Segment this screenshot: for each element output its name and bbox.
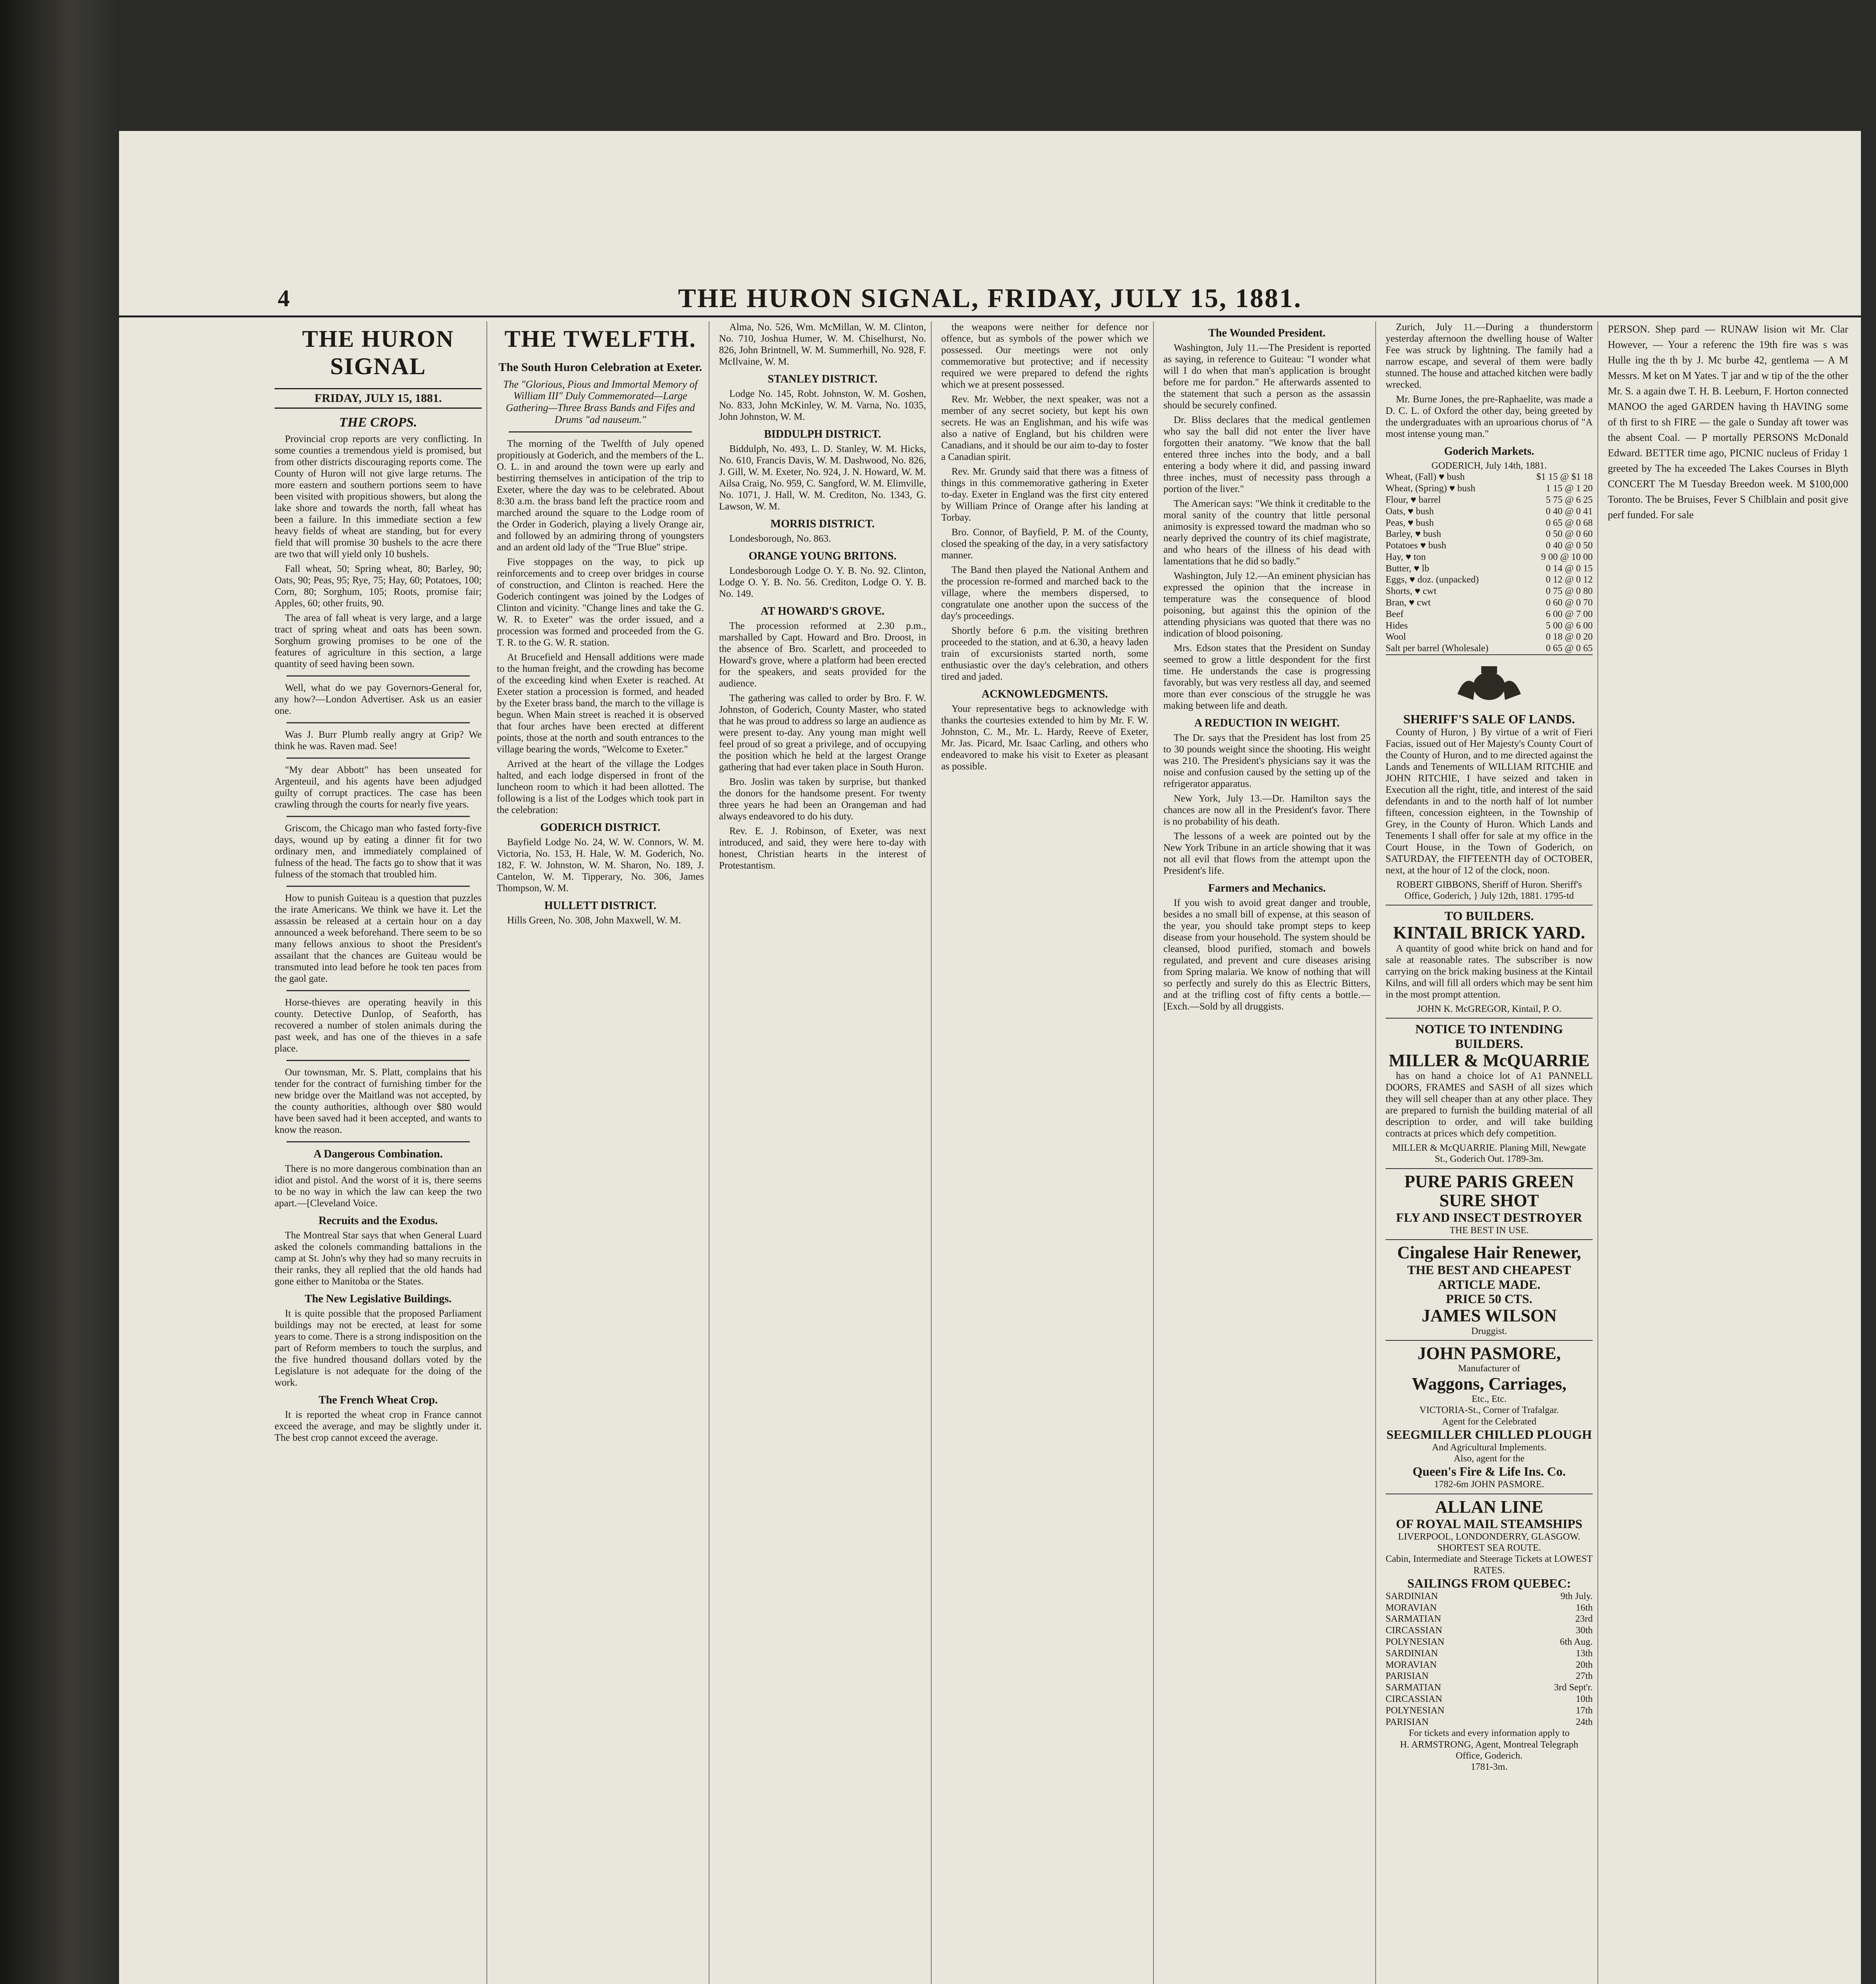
sheriff-body: County of Huron, } By virtue of a writ of Fieri Facias, issued out of Her Majesty's County Court of the County of Huron, and to me directed against the Lands and Tenements of WILLIAM RITCHIE and JOHN RITCHIE, I have seized and taken in Execution all the right, title, and interest of the said defendants in and to the north half of lot number fifteen, concession eighteen, in the Township of Grey, in the County of Huron. Which Lands and Tenements I shall offer for sale at my office in the Court House, in the Town of Goderich, on SATURDAY, the FIFTEENTH day of OCTOBER, next, at the hour of 12 of the clock, noon.: [1386, 727, 1593, 876]
agricultural-implements: And Agricultural Implements.: [1432, 1442, 1547, 1453]
lodge-list: Biddulph, No. 493, L. D. Stanley, W. M. Hicks, No. 610, Francis Davis, W. M. Dashwood, No. 826, J. Gill, W. M. Exeter, No. 924, J. N. Howard, W. M. Ailsa Craig, No. 959, C. Sangford, W. M. Elimville, No. 1071, J. Hall, W. M. Crediton, No. 1343, G. Lawson, W. M.: [719, 444, 926, 512]
market-row-label: Hay, ♥ ton: [1386, 552, 1426, 562]
market-row-value: 0 40 @ 0 50: [1545, 540, 1593, 551]
market-row: [1386, 609, 1593, 620]
paris-green-ad: [1386, 1168, 1593, 1240]
plumb-note: Was J. Burr Plumb really angry at Grip? We think he was. Raven mad. See!: [275, 729, 482, 752]
market-row: [1386, 540, 1593, 552]
market-row-value: 0 75 @ 0 80: [1545, 586, 1593, 597]
miller-heading: MILLER & McQUARRIE: [1389, 1050, 1590, 1070]
insect-destroyer-label: FLY AND INSECT DESTROYER: [1396, 1210, 1582, 1225]
president-paragraph-5: Mrs. Edson states that the President on Sunday seemed to grow a little despondent for the first time. He understands the case is progressing favorably, but was very restless all day, and seemed more than ever conscious of the struggle he was making between life and death.: [1163, 643, 1370, 711]
market-row: [1386, 574, 1593, 586]
acknowledgments-heading: ACKNOWLEDGMENTS.: [981, 688, 1108, 700]
divider: [286, 1141, 470, 1142]
district-heading: GODERICH DISTRICT.: [540, 821, 661, 834]
farmers-paragraph: If you wish to avoid great danger and trouble, besides a no small bill of expense, at this season of the year, you should take prompt steps to keep disease from your household. The system should be cleansed, blood purified, stomach and bowels regulated, and prevent and cure diseases arising from Spring malaria. We know of nothing that will so perfectly and surely do this as Electric Bitters, and at the trifling cost of fifty cents a bottle.—[Exch.—Sold by all druggists.: [1163, 898, 1370, 1012]
market-row: [1386, 471, 1593, 483]
weight-subheading: A REDUCTION IN WEIGHT.: [1194, 717, 1340, 729]
market-row-value: 5 00 @ 6 00: [1545, 620, 1593, 631]
lodge-list: Bayfield Lodge No. 24, W. W. Connors, W. M. Victoria, No. 153, H. Hale, W. M. Goderich, No. 182, F. W. Johnston, W. M. Sharon, No. 189, J. Cantelon, W. M. Tipperary, No. 306, James Thompson, W. M.: [497, 837, 704, 894]
crops-paragraph-3: The area of fall wheat is very large, and a large tract of spring wheat and oats has been sown. Sorghum growing promises to be one of the features of agriculture in this section, a large quantity of seed having been sown.: [275, 613, 482, 669]
divider: [286, 757, 470, 759]
market-row: [1386, 494, 1593, 506]
market-row: [1386, 506, 1593, 517]
speech-paragraph-3: Rev. Mr. Grundy said that there was a fitness of things in this commemorative gathering in Exeter to-day. Exeter in England was the first city entered by William Prince of Orange after his landing at Torbay.: [941, 466, 1148, 523]
legislative-paragraph: It is quite possible that the proposed Parliament buildings may not be erected, at least for some years to come. There is a strong indisposition on the part of Reform members to touch the surplus, and the five hundred thousand dollars voted by the Legislature is not adequate for the doing of the work.: [275, 1308, 482, 1388]
allan-route: SHORTEST SEA ROUTE.: [1437, 1543, 1541, 1553]
sailing-row: [1386, 1717, 1593, 1728]
market-row-value: 0 14 @ 0 15: [1545, 563, 1593, 574]
sure-shot-heading: SURE SHOT: [1439, 1190, 1539, 1210]
sailing-row-label: CIRCASSIAN: [1386, 1694, 1442, 1704]
market-row-value: 0 65 @ 0 68: [1545, 517, 1593, 528]
kintail-body: A quantity of good white brick on hand and for sale at reasonable rates. The subscriber is now carrying on the brick making business at the Kintail Kilns, and will fill all orders which may be sent him in the most prompt attention.: [1386, 943, 1593, 1000]
market-row-label: Potatoes ♥ bush: [1386, 540, 1446, 551]
scan-binding-edge: [0, 0, 119, 1984]
local-fragments: PERSON. Shep pard — RUNAW lision wit Mr. Clar However, — Your a referenc the 19th fire was s was Hulle ing the th by J. Mc burbe 42, gentlema — A M Messrs. M ket on M Yates. T jar and w tip of the the other Mr. S. a again dwe T. H. B. Leeburn, F. Horton connected MANOO the aged GARDEN having th HAVING some of th first to sh FIRE — the gale o Sunday aft tower was the absent Coal. — P mortally PERSONS McDonald Edward. BETTER time ago, PICNIC nucleus of Friday 1 greeted by The ha exceeded The Lakes Courses in Blyth CONCERT The M Tuesday Breedon week. M $100,000 Toronto. The be Bruises, Fever S Chilblain and posit give perf funded. For sale: [1608, 323, 1848, 521]
allan-agent: H. ARMSTRONG, Agent, Montreal Telegraph Office, Goderich.: [1400, 1739, 1578, 1761]
market-row-value: 5 75 @ 6 25: [1545, 494, 1593, 505]
hair-renewer-tagline: THE BEST AND CHEAPEST ARTICLE MADE.: [1407, 1262, 1571, 1292]
sailing-row-value: 24th: [1576, 1717, 1593, 1727]
waggons-heading: Waggons, Carriages,: [1412, 1374, 1567, 1394]
hair-renewer-price: PRICE 50 CTS.: [1446, 1292, 1532, 1306]
sailing-row: [1386, 1613, 1593, 1625]
sheriff-signature: ROBERT GIBBONS, Sheriff of Huron. Sheriff's Office, Goderich, } July 12th, 1881. 1795-td: [1396, 879, 1582, 902]
market-row-label: Beef: [1386, 609, 1404, 619]
sailing-row: [1386, 1694, 1593, 1705]
president-paragraph-3: The American says: "We think it creditable to the moral sanity of the country that little personal animosity is expressed toward the madman who so nearly deprived the country of its chief magistrate, and who hears of the illness of his dead with lamentations that he did so badly.": [1163, 498, 1370, 567]
masthead-title: THE HURON SIGNAL, FRIDAY, JULY 15, 1881.: [678, 283, 1302, 313]
sailing-row-value: 20th: [1576, 1659, 1593, 1670]
columns: [270, 321, 1853, 1984]
divider: [286, 816, 470, 817]
market-row-label: Wool: [1386, 632, 1406, 642]
district-heading: ORANGE YOUNG BRITONS.: [748, 550, 897, 562]
market-row-label: Hides: [1386, 620, 1408, 631]
market-row-label: Eggs, ♥ doz. (unpacked): [1386, 575, 1479, 585]
page-number: 4: [278, 285, 290, 311]
sailing-row-value: 13th: [1576, 1648, 1593, 1659]
twelfth-deck: The "Glorious, Pious and Immortal Memory of William III" Duly Commemorated—Large Gathering—Three Brass Bands and Fifes and Drums "ad nauseum.": [503, 378, 698, 426]
market-row-value: $1 15 @ $1 18: [1536, 472, 1593, 483]
market-row-label: Flour, ♥ barrel: [1386, 494, 1441, 505]
sailing-row-label: PARISIAN: [1386, 1717, 1429, 1727]
allan-tickets: Cabin, Intermediate and Steerage Tickets at LOWEST RATES.: [1386, 1554, 1593, 1576]
divider: [286, 675, 470, 677]
grove-paragraph-2: The gathering was called to order by Bro. F. W. Johnston, of Goderich, County Master, who stated that he was proud to address so large an audience as were present to-day. Any young man might well feel proud of so great a privilege, and of occupying the position which he held at the largest Orange gathering that had ever taken place in South Huron.: [719, 693, 926, 773]
column-president: [1159, 321, 1376, 1984]
allan-steamships: OF ROYAL MAIL STEAMSHIPS: [1396, 1516, 1582, 1531]
president-heading: The Wounded President.: [1208, 327, 1326, 339]
speech-paragraph-5: The Band then played the National Anthem and the procession re-formed and marched back to the village, where the members dispersed, to congratulate one another upon the success of the day's proceedings.: [941, 565, 1148, 621]
sailing-row: [1386, 1671, 1593, 1682]
twelfth-heading: THE TWELFTH.: [504, 326, 696, 352]
divider: [286, 722, 470, 723]
column-editorial: [270, 321, 487, 1984]
kintail-signature: JOHN K. McGREGOR, Kintail, P. O.: [1417, 1004, 1561, 1014]
president-paragraph-2: Dr. Bliss declares that the medical gentlemen who say the ball did not enter the liver have forgotten their anatomy. "We know that the ball entered three inches into the body, and a ball entering a body where it did, and passing inward three inches, must of necessity pass through a portion of the liver.": [1163, 415, 1370, 494]
pasmore-agent: Agent for the Celebrated: [1442, 1416, 1536, 1427]
danger-heading: A Dangerous Combination.: [313, 1148, 443, 1160]
editorial-date: FRIDAY, JULY 15, 1881.: [275, 388, 482, 409]
exodus-paragraph: The Montreal Star says that when General Luard asked the colonels commanding battalions in the camp at St. John's why they had so many recruits in their ranks, they all replied that the old hands had gone either to Manitoba or the States.: [275, 1230, 482, 1287]
markets-table: [1386, 471, 1593, 654]
crops-paragraph-2: Fall wheat, 50; Spring wheat, 80; Barley, 90; Oats, 90; Peas, 95; Rye, 75; Hay, 60; Potatoes, 100; Corn, 80; Sorghum, 105; Roots, promise fair; Apples, 60; other fruits, 90.: [275, 563, 482, 609]
market-row: [1386, 643, 1593, 654]
pasmore-signature: 1782-6m JOHN PASMORE.: [1434, 1479, 1544, 1490]
editorial-paper-name: THE HURON SIGNAL: [302, 326, 454, 379]
allan-line-heading: ALLAN LINE: [1435, 1497, 1543, 1517]
sailing-row-value: 9th July.: [1560, 1591, 1593, 1601]
pasmore-also-agent: Also, agent for the: [1453, 1453, 1525, 1464]
druggist-label: Druggist.: [1471, 1326, 1507, 1336]
grove-paragraph-4: Rev. E. J. Robinson, of Exeter, was next introduced, and said, they were here to-day with honest, Christian hearts in the interest of Protestantism.: [719, 826, 926, 871]
market-row: [1386, 517, 1593, 529]
wilson-name: JAMES WILSON: [1421, 1306, 1557, 1326]
column-lodges: [714, 321, 932, 1984]
president-paragraph-4: Washington, July 12.—An eminent physician has expressed the opinion that the increase in temperature was the consequence of blood poisoning, but against this the opinion of the attending physicians was quoted that there was no indication of blood poisoning.: [1163, 571, 1370, 639]
allan-code: 1781-3m.: [1470, 1762, 1508, 1773]
sailing-row-label: POLYNESIAN: [1386, 1705, 1445, 1716]
sailing-row-value: 27th: [1576, 1671, 1593, 1682]
twelfth-subheading: The South Huron Celebration at Exeter.: [498, 361, 702, 374]
allan-line-ad: [1386, 1494, 1593, 1776]
miller-signature: MILLER & McQUARRIE. Planing Mill, Newgate St., Goderich Out. 1789-3m.: [1392, 1142, 1586, 1165]
market-row-value: 0 50 @ 0 60: [1545, 529, 1593, 540]
market-row: [1386, 586, 1593, 597]
sailing-row-label: SARMATIAN: [1386, 1614, 1442, 1624]
sailing-row: [1386, 1591, 1593, 1602]
column-twelfth: [492, 321, 709, 1984]
column-local-cut: [1603, 321, 1853, 1984]
danger-paragraph: There is no more dangerous combination than an idiot and pistol. And the worst of it is, there seems to be no way in which the law can keep the two apart.—[Cleveland Voice.: [275, 1163, 482, 1209]
market-row-value: 0 65 @ 0 65: [1545, 643, 1593, 654]
market-row-value: 0 60 @ 0 70: [1545, 598, 1593, 608]
best-in-use-label: THE BEST IN USE.: [1449, 1225, 1529, 1236]
twelfth-paragraph-1: The morning of the Twelfth of July opened propitiously at Goderich, and the members of the L. O. L. in and around the town were up early and bestirring themselves in anticipation of the trip to Exeter, where the day was to be celebrated. About 8:30 a.m. the brass band left the practice room and marched around the square to the Lodge room of the Order in Goderich, playing a lively Orange air, and followed by an admiring throng of youngsters and an ardent old lady of the "True Blue" stripe.: [497, 438, 704, 553]
sailing-row-value: 3rd Sept'r.: [1554, 1682, 1593, 1693]
grove-heading: AT HOWARD'S GROVE.: [760, 605, 885, 617]
legislative-heading: The New Legislative Buildings.: [304, 1293, 452, 1305]
notice-heading: NOTICE TO INTENDING BUILDERS.: [1415, 1021, 1563, 1051]
divider: [509, 431, 692, 433]
sailings-table: [1386, 1591, 1593, 1728]
sailing-row-value: 6th Aug.: [1560, 1636, 1593, 1647]
market-row-value: 9 00 @ 10 00: [1541, 552, 1593, 562]
district-heading: BIDDULPH DISTRICT.: [764, 428, 881, 440]
allan-ports: LIVERPOOL, LONDONDERRY, GLASGOW.: [1398, 1531, 1580, 1542]
market-row-label: Salt per barrel (Wholesale): [1386, 643, 1489, 654]
market-row: [1386, 631, 1593, 643]
twelfth-paragraph-4: Arrived at the heart of the village the Lodges halted, and each lodge dispersed in front of the luncheon room to which it had been allotted. The following is a list of the Lodges which took part in the celebration:: [497, 759, 704, 816]
market-row-label: Oats, ♥ bush: [1386, 506, 1434, 517]
sailing-row-label: PARISIAN: [1386, 1671, 1429, 1682]
newspaper-page: [119, 131, 1861, 1984]
president-paragraph-8: The lessons of a week are pointed out by the New York Tribune in an article showing that it was not all evil that flows from the attempt upon the President's life.: [1163, 831, 1370, 876]
abbott-note: "My dear Abbott" has been unseated for Argenteuil, and his agents have been adjudged guilty of corrupt practices. The case has been crawling through the courts for nearly five years.: [275, 765, 482, 810]
speech-paragraph-4: Bro. Connor, of Bayfield, P. M. of the County, closed the speaking of the day, in a very satisfactory manner.: [941, 527, 1148, 561]
zurich-note: Zurich, July 11.—During a thunderstorm yesterday afternoon the dwelling house of Walter Fee was struck by lightning. The family had a narrow escape, and several of them were badly stunned. The house and attached kitchen were badly wrecked.: [1386, 322, 1593, 390]
market-row: [1386, 597, 1593, 609]
burne-jones-note: Mr. Burne Jones, the pre-Raphaelite, was made a D. C. L. of Oxford the other day, being greeted by the undergraduates with an uproarious chorus of "A most intense young man.": [1386, 394, 1593, 439]
grove-paragraph-3: Bro. Joslin was taken by surprise, but thanked the donors for the handsome present. For twenty three years he had been an Orangeman and had always endeavored to do his duty.: [719, 777, 926, 822]
allan-info: For tickets and every information apply to: [1409, 1728, 1570, 1739]
markets-heading: Goderich Markets.: [1444, 445, 1534, 458]
sailing-row: [1386, 1682, 1593, 1694]
speech-paragraph-6: Shortly before 6 p.m. the visiting brethren proceeded to the station, and at 6.30, a heavy laden train of excursionists started north, some enthusiastic over the day's celebration, and others tired and jaded.: [941, 625, 1148, 682]
sailings-heading: SAILINGS FROM QUEBEC:: [1407, 1576, 1571, 1590]
president-paragraph-1: Washington, July 11.—The President is reported as saying, in reference to Guiteau: "I wonder what will I do when that man's application is brought before me for pardon." He afterwards assented to the statement that such a person as the assassin should be securely confined.: [1163, 342, 1370, 411]
market-row: [1386, 620, 1593, 632]
market-row-label: Barley, ♥ bush: [1386, 529, 1442, 540]
sailing-row: [1386, 1625, 1593, 1636]
crops-heading: THE CROPS.: [339, 415, 417, 430]
pasmore-ad: [1386, 1340, 1593, 1494]
lodge-list: Hills Green, No. 308, John Maxwell, W. M.: [507, 915, 681, 926]
market-row-label: Butter, ♥ lb: [1386, 563, 1429, 574]
market-row-label: Bran, ♥ cwt: [1386, 598, 1431, 608]
market-row-label: Shorts, ♥ cwt: [1386, 586, 1437, 597]
sailing-row-label: MORAVIAN: [1386, 1659, 1437, 1670]
market-row-value: 0 40 @ 0 41: [1545, 506, 1593, 517]
sheriff-heading: SHERIFF'S SALE OF LANDS.: [1403, 712, 1575, 727]
lodge-list: Londesborough Lodge O. Y. B. No. 92. Clinton, Lodge O. Y. B. No. 56. Crediton, Lodge O. Y. B. No. 149.: [719, 565, 926, 599]
guiteau-note: How to punish Guiteau is a question that puzzles the irate Americans. We think we have it. Let the assassin be released at a certain hour on a day announced a week beforehand. There seem to be so many fellows anxious to shoot the President's assailant that the chances are Guiteau would be transmuted into lead before he took ten paces from the gaol gate.: [275, 893, 482, 984]
lodge-list: Lodge No. 145, Robt. Johnston, W. M. Goshen, No. 833, John McKinley, W. M. Varna, No. 1035, John Johnston, W. M.: [719, 388, 926, 422]
sailing-row-value: 23rd: [1575, 1614, 1593, 1624]
farmers-heading: Farmers and Mechanics.: [1208, 882, 1326, 894]
twelfth-paragraph-3: At Brucefield and Hensall additions were made to the human freight, and the crowding has become of the exceeding kind when Exeter is reached. At Exeter station a procession is formed, and headed by the Exeter brass band, the march to the village is begun. When Main street is reached it is observed that four arches have been erected at different points, those at the north and south entrances to the village bearing the words, "Welcome to Exeter.": [497, 652, 704, 755]
grove-paragraph-1: The procession reformed at 2.30 p.m., marshalled by Capt. Howard and Bro. Droost, in the absence of Bro. Scarlett, and proceeded to Howard's grove, where a platform had been erected for the speakers, and seats provided for the audience.: [719, 621, 926, 689]
griscom-note: Griscom, the Chicago man who fasted forty-five days, wound up by eating a dinner fit for two ordinary men, and immediately complained of fulness of the head. The facts go to show that it was fulness of the stomach that troubled him.: [275, 823, 482, 880]
market-row-value: 0 18 @ 0 20: [1545, 632, 1593, 642]
builders-heading: TO BUILDERS.: [1444, 909, 1534, 923]
president-paragraph-6: The Dr. says that the President has lost from 25 to 30 pounds weight since the shooting. His weight was 210. The President's physicians say it was the noise and confusion caused by the setting up of the refrigerator apparatus.: [1163, 732, 1370, 789]
sailing-row: [1386, 1648, 1593, 1659]
column-ads: [1381, 321, 1598, 1984]
divider: [286, 1060, 470, 1061]
twelfth-paragraph-2: Five stoppages on the way, to pick up reinforcements and to creep over bridges in course of construction, and Clinton is reached. Here the Goderich contingent was joined by the Lodges of Clinton and vicinity. "Change lines and take the G. W. R. to Exeter" was the order issued, and a procession was formed and proceeded from the G. T. R. to the G. W. R. station.: [497, 557, 704, 648]
district-heading: STANLEY DISTRICT.: [767, 373, 878, 385]
queens-insurance: Queen's Fire & Life Ins. Co.: [1412, 1464, 1566, 1479]
market-row-value: 6 00 @ 7 00: [1545, 609, 1593, 619]
market-row: [1386, 552, 1593, 563]
pasmore-address: VICTORIA-St., Corner of Trafalgar.: [1419, 1405, 1559, 1416]
sailing-row: [1386, 1705, 1593, 1717]
exodus-heading: Recruits and the Exodus.: [318, 1215, 438, 1227]
market-row-label: Peas, ♥ bush: [1386, 517, 1434, 528]
royal-crest-icon: [1430, 662, 1549, 706]
paris-green-heading: PURE PARIS GREEN: [1404, 1171, 1574, 1191]
pasmore-name: JOHN PASMORE,: [1417, 1343, 1561, 1363]
hair-renewer-ad: [1386, 1239, 1593, 1340]
divider: [286, 886, 470, 887]
market-row-label: Wheat, (Fall) ♥ bush: [1386, 472, 1465, 483]
sailing-row-label: SARDINIAN: [1386, 1648, 1438, 1659]
platt-note: Our townsman, Mr. S. Platt, complains that his tender for the contract of furnishing timber for the new bridge over the Maitland was not accepted, by the county authorities, although over $80 would have been saved had it been accepted, and wants to know the reason.: [275, 1067, 482, 1135]
market-row: [1386, 483, 1593, 494]
speech-paragraph-2: Rev. Mr. Webber, the next speaker, was not a member of any secret society, but kept his own secrets. He was an Englishman, and his wife was also a native of England, but his children were Canadians, and it should be our aim to-day to foster a Canadian spirit.: [941, 394, 1148, 462]
hair-renewer-heading: Cingalese Hair Renewer,: [1397, 1243, 1581, 1263]
seegmiller-plough: SEEGMILLER CHILLED PLOUGH: [1386, 1427, 1592, 1442]
market-row-value: 0 12 @ 0 12: [1545, 575, 1593, 585]
column-speeches: [936, 321, 1154, 1984]
district-heading: HULLETT DISTRICT.: [544, 900, 657, 912]
president-paragraph-7: New York, July 13.—Dr. Hamilton says the chances are now all in the President's favor. There is no probability of his death.: [1163, 793, 1370, 827]
sailing-row-label: SARMATIAN: [1386, 1682, 1442, 1693]
market-row: [1386, 529, 1593, 540]
sailing-row-label: POLYNESIAN: [1386, 1636, 1445, 1647]
market-row: [1386, 563, 1593, 575]
sailing-row-value: 30th: [1576, 1625, 1593, 1636]
miller-ad: [1386, 1018, 1593, 1168]
speech-paragraph-1: the weapons were neither for defence nor offence, but as symbols of the power which we possessed. Our meetings were not only commemorative but protective; and if necessity required we were prepared to defend the rights which we at present possessed.: [941, 322, 1148, 390]
district-heading: MORRIS DISTRICT.: [770, 518, 875, 530]
crops-paragraph-1: Provincial crop reports are very conflicting. In some counties a tremendous yield is promised, but from other districts discouraging reports come. The County of Huron will not give large returns. The more eastern and southern portions seem to have been visited with propitious showers, but along the lake shore and towards the north, fall wheat has been a failure. In this immediate section a few heavy fields of wheat are standing, but for every field that will promise 30 bushels to the acre there are two that will yield only 10 bushels.: [275, 434, 482, 559]
miller-body: has on hand a choice lot of A1 PANNELL DOORS, FRAMES and SASH of all sizes which they will sell cheaper than at any other place. They are prepared to furnish the building material of all description to order, and will take building contracts at prices which defy competition.: [1386, 1070, 1593, 1139]
divider: [286, 990, 470, 991]
governors-quip: Well, what do we pay Governors-General for, any how?—London Advertiser. Ask us an easier one.: [275, 682, 482, 716]
sailing-row: [1386, 1659, 1593, 1671]
sailing-row-value: 17th: [1576, 1705, 1593, 1716]
wheat-paragraph: It is reported the wheat crop in France cannot exceed the average, and may be slightly under it. The best crop cannot exceed the average.: [275, 1409, 482, 1443]
market-row-label: Wheat, (Spring) ♥ bush: [1386, 483, 1476, 494]
sheriff-ad: [1386, 654, 1593, 905]
wheat-heading: The French Wheat Crop.: [318, 1394, 438, 1406]
acknowledgments-paragraph: Your representative begs to acknowledge with thanks the courtesies extended to him by Mr. F. W. Johnston, C. M., Mr. L. Hardy, Reeve of Exeter, Mr. Jas. Picard, Mr. Isaac Carling, and others who endeavored to make his visit to Exeter as pleasant as possible.: [941, 704, 1148, 772]
kintail-ad: [1386, 905, 1593, 1018]
pasmore-manufacturer: Manufacturer of: [1458, 1363, 1520, 1374]
pasmore-etc: Etc., Etc.: [1472, 1394, 1507, 1405]
sailing-row: [1386, 1602, 1593, 1614]
kintail-heading: KINTAIL BRICK YARD.: [1393, 923, 1585, 943]
sailing-row: [1386, 1636, 1593, 1648]
sailing-row-value: 10th: [1576, 1694, 1593, 1704]
market-row-value: 1 15 @ 1 20: [1545, 483, 1593, 494]
sailing-row-label: CIRCASSIAN: [1386, 1625, 1442, 1636]
sailing-row-label: SARDINIAN: [1386, 1591, 1438, 1601]
horse-thieves-note: Horse-thieves are operating heavily in this county. Detective Dunlop, of Seaforth, has recovered a number of stolen animals during the past week, and has one of the thieves in a safe place.: [275, 997, 482, 1054]
sailing-row-label: MORAVIAN: [1386, 1602, 1437, 1613]
sailing-row-value: 16th: [1576, 1602, 1593, 1613]
markets-date: GODERICH, July 14th, 1881.: [1431, 461, 1547, 471]
lodge-list: Alma, No. 526, Wm. McMillan, W. M. Clinton, No. 710, Joshua Humer, W. M. Chiselhurst, No. 826, John Brintnell, W. M. Summerhill, No. 928, F. McIlvaine, W. M.: [719, 322, 926, 367]
lodge-list: Londesborough, No. 863.: [729, 533, 831, 544]
masthead: [119, 278, 1861, 317]
